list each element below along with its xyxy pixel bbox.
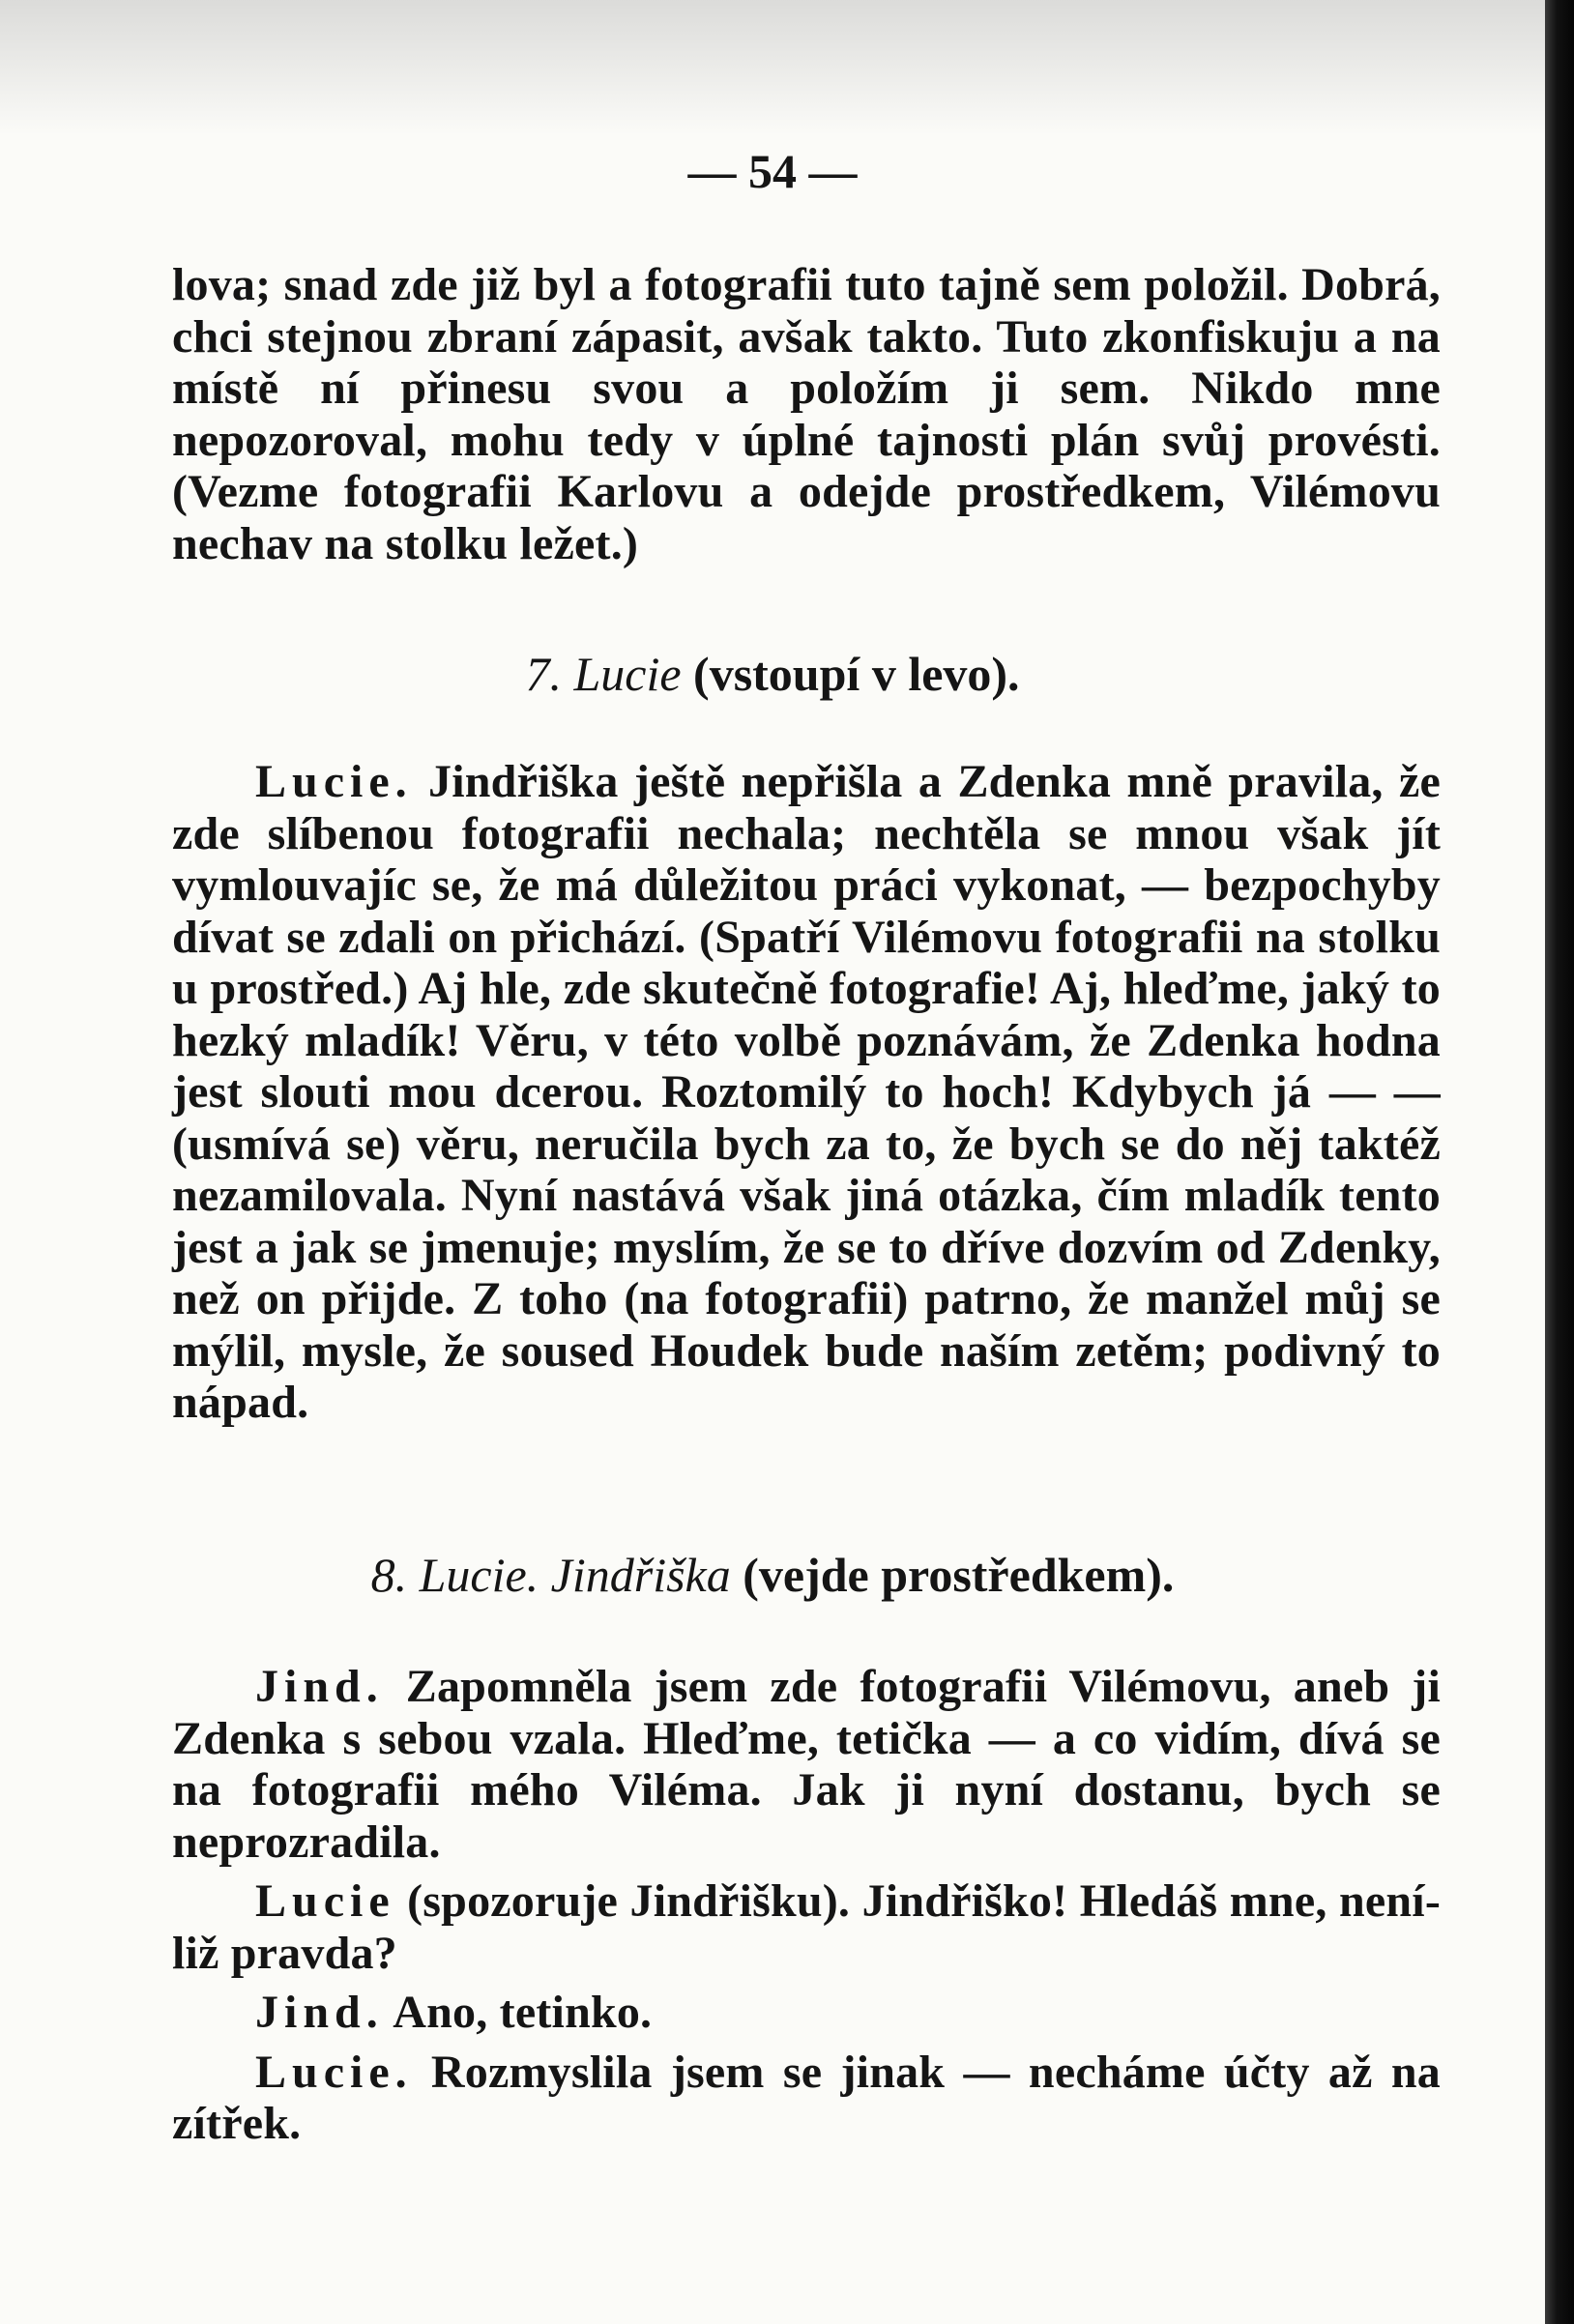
scene-8-heading <box>0 1547 1545 1603</box>
dialog-line <box>172 1661 1441 1868</box>
dialog-text: Rozmyslila jsem se jinak — necháme účty až na zítřek. <box>172 2046 1441 2149</box>
scene-8-names: Lucie. Jindřiška <box>419 1548 731 1602</box>
scene-7-number: 7. <box>525 647 562 701</box>
scan-shading <box>0 0 1545 135</box>
speaker-lucie: Lucie. <box>255 756 413 807</box>
dialog-line <box>172 1987 1441 2039</box>
dialog-line <box>172 1875 1441 1979</box>
intro-text: lova; snad zde již byl a fotografii tuto tajně sem položil. Dobrá, chci stejnou zbraní zápasit, avšak takto. Tuto zkonfiskuju a na místě ní přinesu svou a položím ji sem. Nikdo mne nepozoroval, mohu tedy v úplné tajnosti plán svůj provésti. (Vezme fotografii Karlovu a odejde prostředkem, Vilémovu nechav na stolku ležet.) <box>172 259 1441 569</box>
scene-7-direction: (vstoupí v levo). <box>693 647 1020 701</box>
lucie-monologue <box>172 756 1441 1429</box>
lucie-monologue-text: Jindřiška ještě nepřišla a Zdenka mně pravila, že zde slíbenou fotografii nechala; nechtěla se mnou však jít vymlouvajíc se, že má důležitou práci vykonat, — bezpochyby dívat se zdali on přichází. (Spatří Vilémovu fotografii na stolku u prostřed.) Aj hle, zde skutečně fotografie! Aj, hleďme, jaký to hezký mladík! Věru, v této volbě poznávám, že Zdenka hodna jest slouti mou dcerou. Roztomilý to hoch! Kdybych já — — (usmívá se) věru, neručila bych za to, že bych se do něj taktéž nezamilovala. Nyní nastává však jiná otázka, čím mladík tento jest a jak se jmenuje; myslím, že se to dříve dozvím od Zdenky, než on přijde. Z toho (na fotografii) patrno, že manžel můj se mýlil, mysle, že soused Houdek bude naším zetěm; podivný to nápad. <box>172 756 1442 1428</box>
dialog-speaker: Lucie. <box>255 2046 413 2098</box>
dialog-text: Zapomněla jsem zde fotografii Vilémovu, aneb ji Zdenka s sebou vzala. Hleďme, tetička — a co vidím, dívá se na fotografii mého Viléma. Jak ji nyní dostanu, bych se neprozradila. <box>172 1661 1442 1868</box>
dialog-speaker: Lucie <box>255 1875 395 1927</box>
scene-8-number: 8. <box>370 1548 408 1602</box>
scene-7-name: Lucie <box>573 647 682 701</box>
dialog-line <box>172 2047 1441 2150</box>
scene-7-heading <box>0 646 1545 702</box>
intro-paragraph <box>172 259 1441 569</box>
scene-8-direction: (vejde prostředkem). <box>743 1548 1175 1602</box>
scan-dark-edge <box>1545 0 1574 2324</box>
dialog-speaker: Jind. <box>255 1661 384 1712</box>
dialog-section <box>172 1661 1441 2158</box>
dialog-text: Ano, tetinko. <box>393 1987 653 2038</box>
page-number: — 54 — <box>687 144 858 198</box>
dialog-text: (spozoruje Jindřišku). Jindřiško! Hledáš mne, není-liž pravda? <box>172 1875 1441 1979</box>
dialog-speaker: Jind. <box>255 1987 384 2038</box>
